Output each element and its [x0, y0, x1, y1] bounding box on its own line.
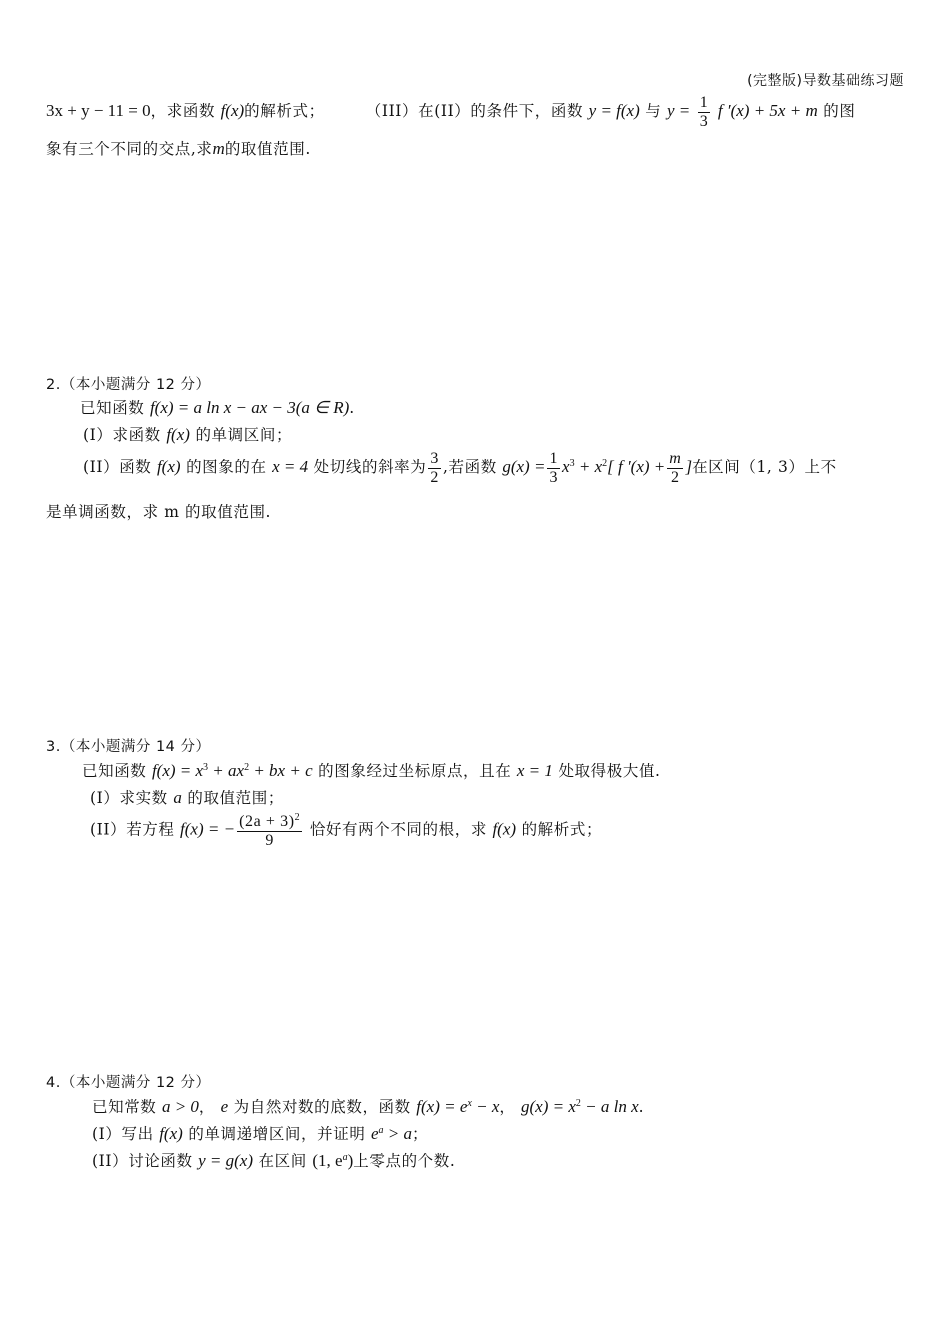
q3-text: 处取得极大值.: [558, 762, 661, 780]
q3-part-1-label: (I）求实数: [90, 789, 168, 807]
q2-function: f(x): [156, 457, 181, 477]
q1-function: f(x): [220, 101, 245, 121]
q3-text: 的取值范围；: [187, 789, 284, 807]
q4-part-1-label: (I）写出: [92, 1125, 154, 1143]
q3-line-1: [82, 759, 661, 781]
q2-text: 的单调区间；: [195, 426, 293, 444]
q3-text: 已知函数: [82, 762, 147, 780]
q3-part-2-label: (II）若方程: [90, 820, 175, 839]
q4-text: 在区间: [258, 1152, 307, 1170]
q3-text: 恰好有两个不同的根，求: [309, 820, 487, 839]
q2-g-fraction: $\frac{1}{3}$: [549, 450, 559, 486]
q4-line-3: [92, 1149, 455, 1171]
q4-text: 上零点的个数.: [353, 1152, 456, 1170]
q1-text: 的取值范围.: [224, 140, 311, 158]
q2-line-3: [83, 450, 837, 486]
q4-text: 为自然对数的底数，函数: [233, 1098, 411, 1116]
q2-text: 处切线的斜率为: [313, 458, 427, 477]
q1-fraction-one-third: $\frac{1}{3}$: [699, 94, 709, 130]
q2-text: ,若函数: [442, 458, 497, 477]
q4-text: 的单调递增区间，并证明: [188, 1125, 366, 1143]
q2-part-2-label: (II）函数: [83, 458, 152, 477]
q2-text: 的图象的在: [186, 458, 267, 477]
q4-text: ，: [198, 1098, 216, 1116]
q2-text: 在区间（1, 3）上不: [692, 458, 837, 477]
q2-line-2: [83, 423, 292, 445]
q1-variable-m: m: [212, 139, 225, 158]
q3-text: 的图象经过坐标原点，且在: [318, 762, 512, 780]
q2-g-function: g(x) =: [502, 457, 546, 477]
q3-equation-fraction: $\frac{(2a + 3)^2}{9}$: [239, 812, 301, 849]
q4-interval: (1, $e^a$): [312, 1151, 354, 1170]
q4-variable-e: e: [220, 1097, 229, 1116]
q1-text: ，求函数: [150, 102, 216, 121]
q4-inequality: $e^a > a$: [370, 1124, 412, 1143]
q4-text: ，: [499, 1098, 516, 1116]
q3-variable-a: a: [173, 788, 182, 807]
q1-condition-equation: 3x + y − 11 = 0: [46, 101, 151, 121]
q1-y: y =: [666, 101, 691, 121]
q1-text: 的图: [823, 102, 856, 121]
q2-slope-fraction: $\frac{3}{2}$: [430, 450, 439, 486]
q4-condition-a: a > 0: [161, 1097, 199, 1116]
q1-text: 与: [645, 102, 662, 121]
q2-line-4: 是单调函数，求 m 的取值范围.: [46, 503, 272, 521]
q3-heading: 3.（本小题满分 14 分）: [46, 739, 211, 755]
q4-text: ；: [412, 1125, 429, 1143]
q1-text: 的解析式；: [244, 102, 325, 121]
q3-function-def: $f(x) = x^3 + ax^2$ + bx + c: [151, 761, 313, 780]
q4-part-2-label: (II）讨论函数: [92, 1152, 193, 1170]
q2-heading: 2.（本小题满分 12 分）: [46, 377, 211, 393]
q2-x-value: x = 4: [272, 457, 309, 477]
q1-rhs-expression: f ′(x) + 5x + m: [717, 101, 818, 121]
q2-text: .: [349, 399, 355, 417]
q4-text: .: [638, 1098, 645, 1116]
q2-part-1-label: (I）求函数: [83, 426, 161, 444]
q4-f-definition: $f(x) = e^x - x$: [416, 1097, 500, 1116]
q1-text: 象有三个不同的交点,求: [46, 140, 213, 158]
q2-function-def: f(x) = a ln x − ax − 3(a ∈ R): [149, 398, 350, 417]
q1-part-3-label: （III）在(II）的条件下，函数: [365, 102, 584, 121]
q3-equation-lhs: f(x) = −: [180, 819, 236, 839]
q4-text: 已知常数: [92, 1098, 157, 1116]
q1-y-equals-f: y = f(x): [588, 101, 640, 121]
q3-x-value: x = 1: [516, 761, 553, 780]
q4-line-2: [92, 1122, 428, 1144]
q2-bracket: ]: [685, 457, 693, 477]
q3-line-3: [90, 812, 602, 849]
q4-line-1: [92, 1095, 644, 1117]
q2-m-half-fraction: $\frac{m}{2}$: [669, 450, 682, 486]
q4-function: f(x): [159, 1124, 183, 1143]
q3-text: 的解析式；: [521, 820, 603, 839]
q2-line-1: [80, 396, 355, 418]
q4-g-function: y = g(x): [198, 1151, 254, 1170]
q3-function: f(x): [492, 819, 517, 839]
q2-g-expression: $x^3 + x^2$[ f ′(x) +: [562, 457, 666, 477]
q2-text: 已知函数: [80, 399, 145, 417]
q3-line-2: [90, 786, 284, 808]
q4-g-definition: $g(x) = x^2 - a$ ln x: [521, 1097, 639, 1116]
q1-line-2: [46, 137, 311, 159]
q4-heading: 4.（本小题满分 12 分）: [46, 1075, 211, 1091]
q1-line-1: [46, 94, 855, 130]
document-header: (完整版)导数基础练习题: [747, 73, 904, 89]
q2-function: f(x): [166, 425, 190, 444]
